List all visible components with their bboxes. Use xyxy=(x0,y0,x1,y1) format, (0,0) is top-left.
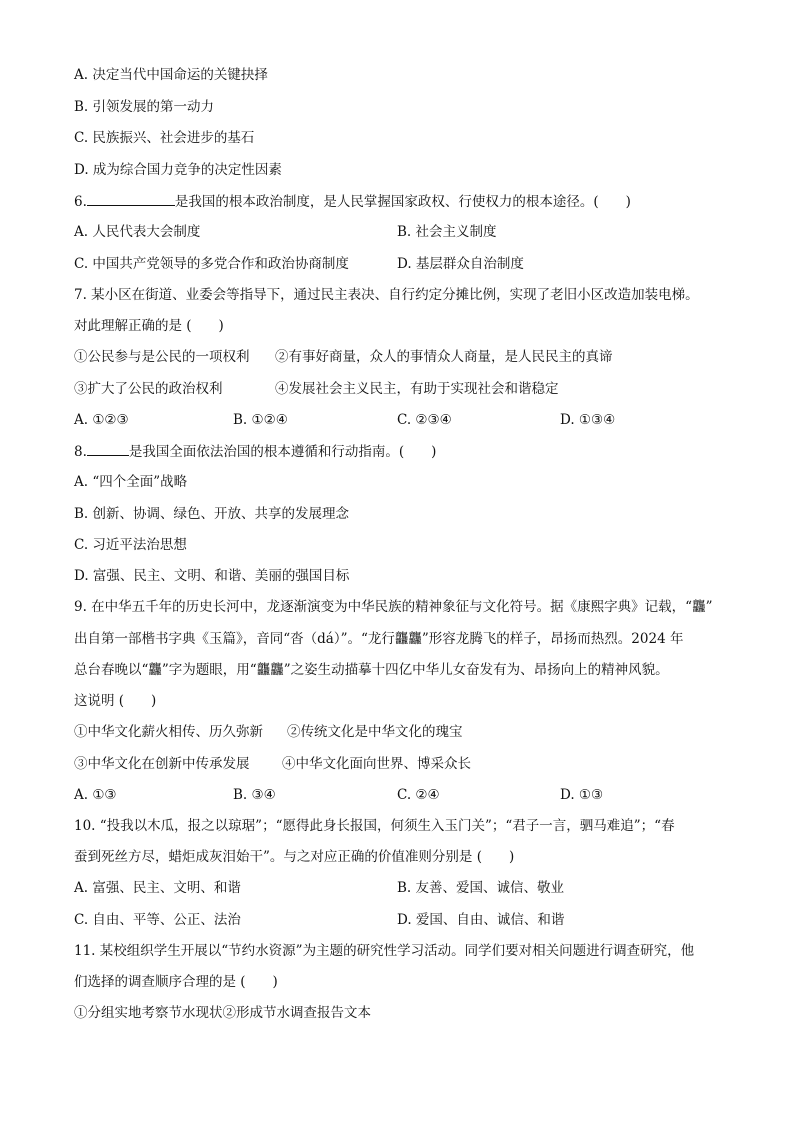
q9-option-c: C. ②④ xyxy=(397,787,440,803)
q6-stem xyxy=(74,191,631,211)
q9-line4: 这说明 ( ) xyxy=(74,693,157,709)
q9-line3: 总台春晚以“龘”字为题眼，用“龘龘”之姿生动描摹十四亿中华儿女奋发有为、昂扬向上的精神风貌。 xyxy=(74,662,669,678)
q10-option-d: D. 爱国、自由、诚信、和谐 xyxy=(397,912,565,928)
q9-statement-2: ②传统文化是中华文化的瑰宝 xyxy=(287,724,463,740)
q10-line1: 10. “投我以木瓜，报之以琼琚”；“愿得此身长报国，何须生入玉门关”；“君子一言，驷马难追”；“春 xyxy=(74,818,675,834)
q5-option-c: C. 民族振兴、社会进步的基石 xyxy=(74,130,255,146)
q10-option-b: B. 友善、爱国、诚信、敬业 xyxy=(397,880,565,896)
q10-option-c: C. 自由、平等、公正、法治 xyxy=(74,912,241,928)
q7-option-d: D. ①③④ xyxy=(560,412,616,428)
q9-statement-3: ③中华文化在创新中传承发展 xyxy=(74,756,250,772)
q7-statement-2: ②有事好商量，众人的事情众人商量，是人民民主的真谛 xyxy=(275,349,613,365)
q5-option-b: B. 引领发展的第一动力 xyxy=(74,99,215,115)
q10-line2: 蚕到死丝方尽，蜡炬成灰泪始干”。与之对应正确的价值准则分别是 ( ) xyxy=(74,849,515,865)
q8-option-b: B. 创新、协调、绿色、开放、共享的发展理念 xyxy=(74,506,350,522)
q9-statement-1: ①中华文化薪火相传、历久弥新 xyxy=(74,724,263,740)
q9-line1: 9. 在中华五千年的历史长河中，龙逐渐演变为中华民族的精神象征与文化符号。据《康熙字典》记载，“龘” xyxy=(74,599,713,615)
q9-option-a: A. ①③ xyxy=(74,787,117,803)
q10-option-a: A. 富强、民主、文明、和谐 xyxy=(74,880,241,896)
q6-option-b: B. 社会主义制度 xyxy=(397,224,497,240)
q7-statement-3: ③扩大了公民的政治权利 xyxy=(74,381,223,397)
q6-option-d: D. 基层群众自治制度 xyxy=(397,256,524,272)
q5-option-a: A. 决定当代中国命运的关键抉择 xyxy=(74,67,268,83)
q6-option-a: A. 人民代表大会制度 xyxy=(74,224,201,240)
q9-line2: 出自第一部楷书字典《玉篇》，音同“沓（dá）”。“龙行龘龘”形容龙腾飞的样子，昂扬而热烈。2024 年 xyxy=(74,631,684,647)
q6-blank xyxy=(87,191,175,206)
q7-statement-4: ④发展社会主义民主，有助于实现社会和谐稳定 xyxy=(275,381,559,397)
q11-line2: 们选择的调查顺序合理的是 ( ) xyxy=(74,974,278,990)
q8-stem xyxy=(74,441,436,461)
q9-statement-4: ④中华文化面向世界、博采众长 xyxy=(282,756,471,772)
q8-option-d: D. 富强、民主、文明、和谐、美丽的强国目标 xyxy=(74,568,350,584)
q7-option-a: A. ①②③ xyxy=(74,412,129,428)
q7-option-c: C. ②③④ xyxy=(397,412,452,428)
q5-option-d: D. 成为综合国力竞争的决定性因素 xyxy=(74,162,282,178)
q6-stem-text: 是我国的根本政治制度，是人民掌握国家政权、行使权力的根本途径。( ) xyxy=(174,194,631,210)
q6-number: 6. xyxy=(74,194,87,210)
q6-option-c: C. 中国共产党领导的多党合作和政治协商制度 xyxy=(74,256,349,272)
q8-option-c: C. 习近平法治思想 xyxy=(74,537,187,553)
q8-number: 8. xyxy=(74,444,87,460)
q9-option-b: B. ③④ xyxy=(233,787,276,803)
q9-option-d: D. ①③ xyxy=(560,787,604,803)
q11-line3: ①分组实地考察节水现状②形成节水调查报告文本 xyxy=(74,1005,371,1021)
q8-stem-text: 是我国全面依法治国的根本遵循和行动指南。( ) xyxy=(128,444,437,460)
q7-stem-line2: 对此理解正确的是 ( ) xyxy=(74,318,224,334)
q11-line1: 11. 某校组织学生开展以“节约水资源”为主题的研究性学习活动。同学们要对相关问题进行调查研究，他 xyxy=(74,943,695,959)
q8-blank xyxy=(87,441,129,456)
q8-option-a: A. “四个全面”战略 xyxy=(74,474,188,490)
q7-option-b: B. ①②④ xyxy=(233,412,288,428)
q7-statement-1: ①公民参与是公民的一项权利 xyxy=(74,349,250,365)
q7-stem-line1: 7. 某小区在街道、业委会等指导下，通过民主表决、自行约定分摊比例，实现了老旧小区改造加装电梯。 xyxy=(74,287,699,303)
